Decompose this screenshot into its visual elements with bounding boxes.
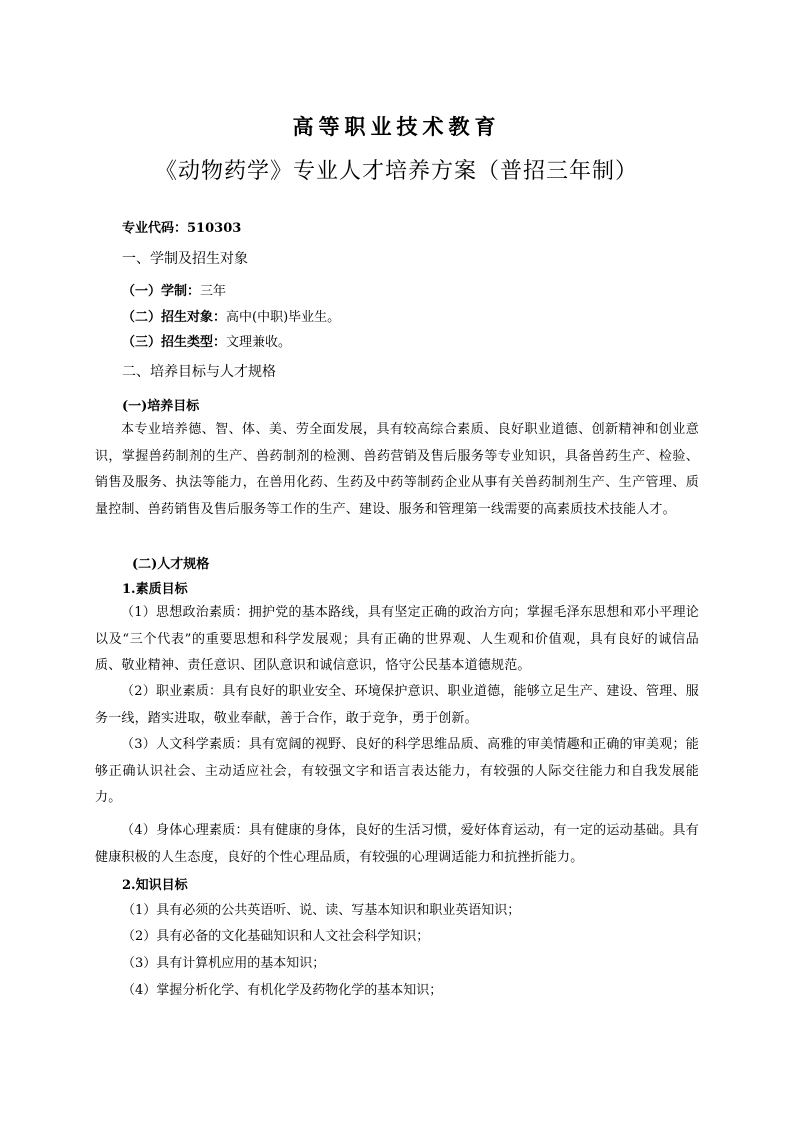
section-heading-2: 二、培养目标与人才规格 [122,364,276,380]
s1-item-type [122,333,291,353]
quality-item: （4）身体心理素质：具有健康的身体，良好的生活习惯，爱好体育运动，有一定的运动基础。具有健康积极的人生态度，良好的个性心理品质，有较强的心理调适能力和抗挫折能力。 [95,823,699,865]
knowledge-heading: 2.知识目标 [122,878,188,893]
quality-heading: 1.素质目标 [122,582,188,597]
s1-item-value: 文理兼收。 [226,335,292,350]
knowledge-item: （1）具有必须的公共英语听、说、读、写基本知识和职业英语知识； [122,903,521,918]
s1-item-duration [122,282,226,302]
s1-item-label: （二）招生对象： [122,310,227,325]
section-heading-1: 一、学制及招生对象 [122,251,248,267]
spec-heading: (二)人才规格 [132,557,210,572]
goal-heading: (一)培养目标 [122,399,200,414]
major-code-line [122,219,241,239]
knowledge-item: （2）具有必备的文化基础知识和人文社会科学知识； [122,929,430,944]
major-code-value: 510303 [187,221,242,236]
s1-item-label: （三）招生类型： [122,335,227,350]
document-title: 高等职业技术教育 [292,115,501,139]
major-code-label: 专业代码： [122,221,188,236]
s1-item-label: （一）学制： [122,284,201,299]
knowledge-item: （3）具有计算机应用的基本知识； [122,956,326,971]
knowledge-item: （4）掌握分析化学、有机化学及药物化学的基本知识； [122,983,443,998]
quality-item: （1）思想政治素质：拥护党的基本路线，具有坚定正确的政治方向；掌握毛泽东思想和邓小平理论以及“三个代表”的重要思想和科学发展观；具有正确的世界观、人生观和价值观，具有良好的诚信品质、敬业精神、责任意识、团队意识和诚信意识，恪守公民基本道德规范。 [95,605,699,674]
goal-paragraph: 本专业培养德、智、体、美、劳全面发展，具有较高综合素质、良好职业道德、创新精神和创业意识，掌握兽药制剂的生产、兽药制剂的检测、兽药营销及售后服务等专业知识，具备兽药生产、检验、销售及服务、执法等能力，在兽用化药、生药及中药等制药企业从事有关兽药制剂生产、生产管理、质量控制、兽药销售及售后服务等工作的生产、建设、服务和管理第一线需要的高素质技术技能人才。 [95,422,699,517]
document-subtitle: 《动物药学》专业人才培养方案（普招三年制） [154,159,638,184]
s1-item-target [122,308,340,328]
quality-item: （2）职业素质：具有良好的职业安全、环境保护意识、职业道德，能够立足生产、建设、管理、服务一线，踏实进取，敬业奉献，善于合作，敢于竞争，勇于创新。 [95,684,699,726]
quality-item: （3）人文科学素质：具有宽阔的视野、良好的科学思维品质、高雅的审美情趣和正确的审美观；能够正确认识社会、主动适应社会，有较强文字和语言表达能力，有较强的人际交往能力和自我发展能力。 [95,737,699,806]
s1-item-value: 高中(中职)毕业生。 [226,310,341,325]
s1-item-value: 三年 [200,284,227,299]
